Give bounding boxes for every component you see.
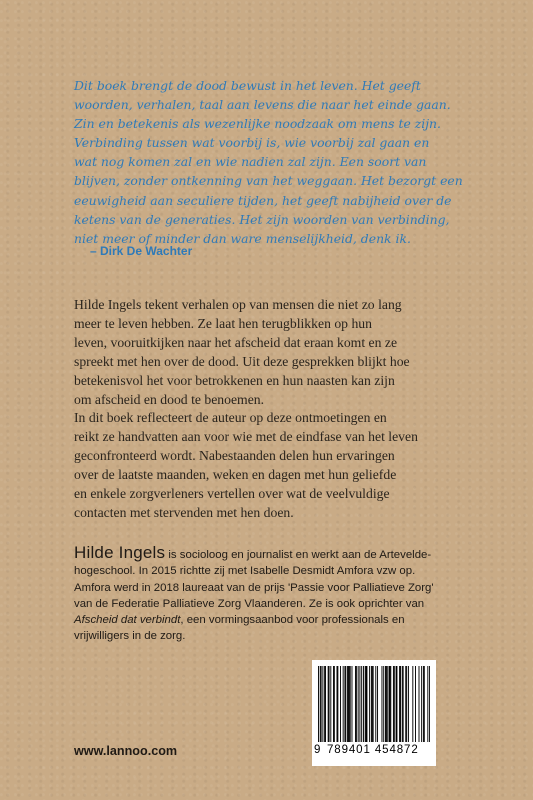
quote-line: ketens van de generaties. Het zijn woorden van verbinding, bbox=[74, 211, 450, 227]
quote-line: niet meer of minder dan ware menselijkheid, denk ik. bbox=[74, 230, 411, 246]
barcode-bar bbox=[322, 666, 323, 742]
barcode-bar bbox=[424, 666, 425, 742]
blurb-line: In dit boek reflecteert de auteur op deze ontmoetingen en bbox=[74, 410, 387, 426]
author-bio bbox=[74, 545, 474, 645]
barcode-bar bbox=[333, 666, 334, 742]
quote-line: blijven, zonder ontkenning van het weggaan. Het bezorgt een bbox=[74, 173, 463, 189]
quote-line: Dit boek brengt de dood bewust in het leven. Het geeft bbox=[74, 78, 421, 93]
bio-line bbox=[74, 612, 474, 628]
barcode-bar bbox=[320, 666, 321, 742]
blurb-line: betekenisvol het voor betrokkenen en hun naasten kan zijn bbox=[74, 372, 395, 388]
barcode-bar bbox=[377, 666, 378, 742]
barcode-bar bbox=[349, 666, 350, 742]
bio-line: van de Federatie Palliatieve Zorg Vlaanderen. Ze is ook oprichter van bbox=[74, 597, 425, 610]
quote-line: Zin en betekenis als wezenlijke noodzaak om mens te zijn. bbox=[74, 116, 441, 132]
barcode-bar bbox=[318, 666, 319, 742]
barcode-bar bbox=[352, 666, 353, 742]
barcode-bar bbox=[421, 666, 422, 742]
bio-line: Amfora werd in 2018 laureaat van de prijs 'Passie voor Palliatieve Zorg' bbox=[74, 581, 434, 594]
barcode-bar bbox=[359, 666, 360, 742]
isbn-barcode bbox=[312, 660, 436, 766]
blurb-line: contacten met stervenden met hen doen. bbox=[74, 504, 294, 520]
barcode-bar bbox=[367, 666, 368, 742]
barcode-bar bbox=[387, 666, 388, 742]
barcode-bar bbox=[400, 666, 401, 742]
barcode-bar bbox=[348, 666, 349, 742]
quote-line: woorden, verhalen, taal aan levens die naar het einde gaan. bbox=[74, 97, 451, 113]
barcode-bar bbox=[363, 666, 364, 742]
bio-text: , een vormingsaanbod voor professionals en bbox=[180, 614, 405, 627]
barcode-bar bbox=[429, 666, 430, 742]
barcode-bar bbox=[389, 666, 390, 742]
barcode-bar bbox=[372, 666, 373, 742]
blurb-line: over de laatste maanden, weken en dagen met hun geliefde bbox=[74, 467, 397, 483]
barcode-bar bbox=[423, 666, 424, 742]
barcode-bar bbox=[328, 666, 329, 742]
barcode-bar bbox=[343, 666, 344, 742]
barcode-bar bbox=[396, 666, 397, 742]
barcode-bar bbox=[427, 666, 428, 742]
barcode-bar bbox=[381, 666, 382, 742]
barcode-bar bbox=[383, 666, 384, 742]
barcode-bar bbox=[394, 666, 395, 742]
barcode-bar bbox=[329, 666, 330, 742]
barcode-bar bbox=[393, 666, 394, 742]
blurb-line: geconfronteerd wordt. Nabestaanden delen hun ervaringen bbox=[74, 448, 395, 464]
barcode-bar bbox=[369, 666, 370, 742]
barcode-bar bbox=[334, 666, 335, 742]
blurb-line: Hilde Ingels tekent verhalen op van mensen die niet zo lang bbox=[74, 297, 402, 312]
barcode-bar bbox=[337, 666, 338, 742]
barcode-bar bbox=[415, 666, 416, 742]
barcode-bar bbox=[325, 666, 326, 742]
quote-line: Verbinding tussen wat voorbij is, wie voorbij zal gaan en bbox=[74, 135, 430, 151]
bio-line: hogeschool. In 2015 richtte zij met Isabelle Desmidt Amfora vzw op. bbox=[74, 565, 416, 578]
barcode-bar bbox=[350, 666, 351, 742]
program-title: Afscheid dat verbindt bbox=[74, 614, 181, 627]
blurb-line: leven, vooruitkijken naar het afscheid dat eraan komt en ze bbox=[74, 334, 398, 350]
barcode-bar bbox=[340, 666, 341, 742]
barcode-bar bbox=[345, 666, 346, 742]
barcode-bar bbox=[321, 666, 322, 742]
blurb-line: meer te leven hebben. Ze laat hen terugblikken op hun bbox=[74, 315, 372, 331]
quote-line: eeuwigheid aan seculiere tijden, het geeft nabijheid over de bbox=[74, 192, 452, 208]
barcode-bar bbox=[385, 666, 386, 742]
barcode-bar bbox=[403, 666, 404, 742]
quote-line: wat nog komen zal en wie nadien zal zijn. Een soort van bbox=[74, 154, 427, 170]
barcode-bar bbox=[344, 666, 345, 742]
blurb-line: om afscheid en dood te benoemen. bbox=[74, 391, 265, 407]
bio-text: is socioloog en journalist en werkt aan de Artevelde- bbox=[165, 549, 432, 561]
quote-author: – Dirk De Wachter bbox=[90, 244, 193, 258]
isbn-prefix-digit: 9 bbox=[314, 744, 321, 756]
barcode-bar bbox=[355, 666, 356, 742]
barcode-bar bbox=[337, 666, 338, 742]
barcode-bar bbox=[373, 666, 374, 742]
barcode-bar bbox=[361, 666, 362, 742]
bio-line: vrijwilligers in de zorg. bbox=[74, 630, 186, 643]
barcode-bar bbox=[330, 666, 331, 742]
blurb-line: reikt ze handvatten aan voor wie met de eindfase van het leven bbox=[74, 429, 418, 445]
blurb-text bbox=[74, 296, 474, 523]
barcode-bar bbox=[390, 666, 391, 742]
barcode-bar bbox=[419, 666, 420, 742]
author-name: Hilde Ingels bbox=[74, 543, 166, 562]
blurb-line: en enkele zorgverleners vertellen over wat de veelvuldige bbox=[74, 486, 390, 502]
barcode-bar bbox=[396, 666, 397, 742]
barcode-bar bbox=[375, 666, 376, 742]
blurb-line: spreekt met hen over de dood. Uit deze gesprekken blijkt hoe bbox=[74, 353, 410, 369]
quote-block bbox=[74, 76, 463, 248]
barcode-bar bbox=[358, 666, 359, 742]
barcode-bar bbox=[386, 666, 387, 742]
publisher-website: www.lannoo.com bbox=[74, 744, 178, 758]
barcode-bar bbox=[399, 666, 400, 742]
barcode-bar bbox=[324, 666, 325, 742]
barcode-bar bbox=[366, 666, 367, 742]
barcode-bar bbox=[405, 666, 406, 742]
barcode-bars bbox=[318, 666, 430, 742]
barcode-bar bbox=[365, 666, 366, 742]
barcode-bar bbox=[389, 666, 390, 742]
barcode-bar bbox=[356, 666, 357, 742]
isbn-digits: 789401 454872 bbox=[327, 744, 419, 756]
barcode-bar bbox=[402, 666, 403, 742]
bio-line bbox=[74, 545, 474, 563]
barcode-bar bbox=[371, 666, 372, 742]
barcode-bar bbox=[412, 666, 413, 742]
barcode-bar bbox=[347, 666, 348, 742]
barcode-bar bbox=[408, 666, 409, 742]
barcode-bar bbox=[406, 666, 407, 742]
